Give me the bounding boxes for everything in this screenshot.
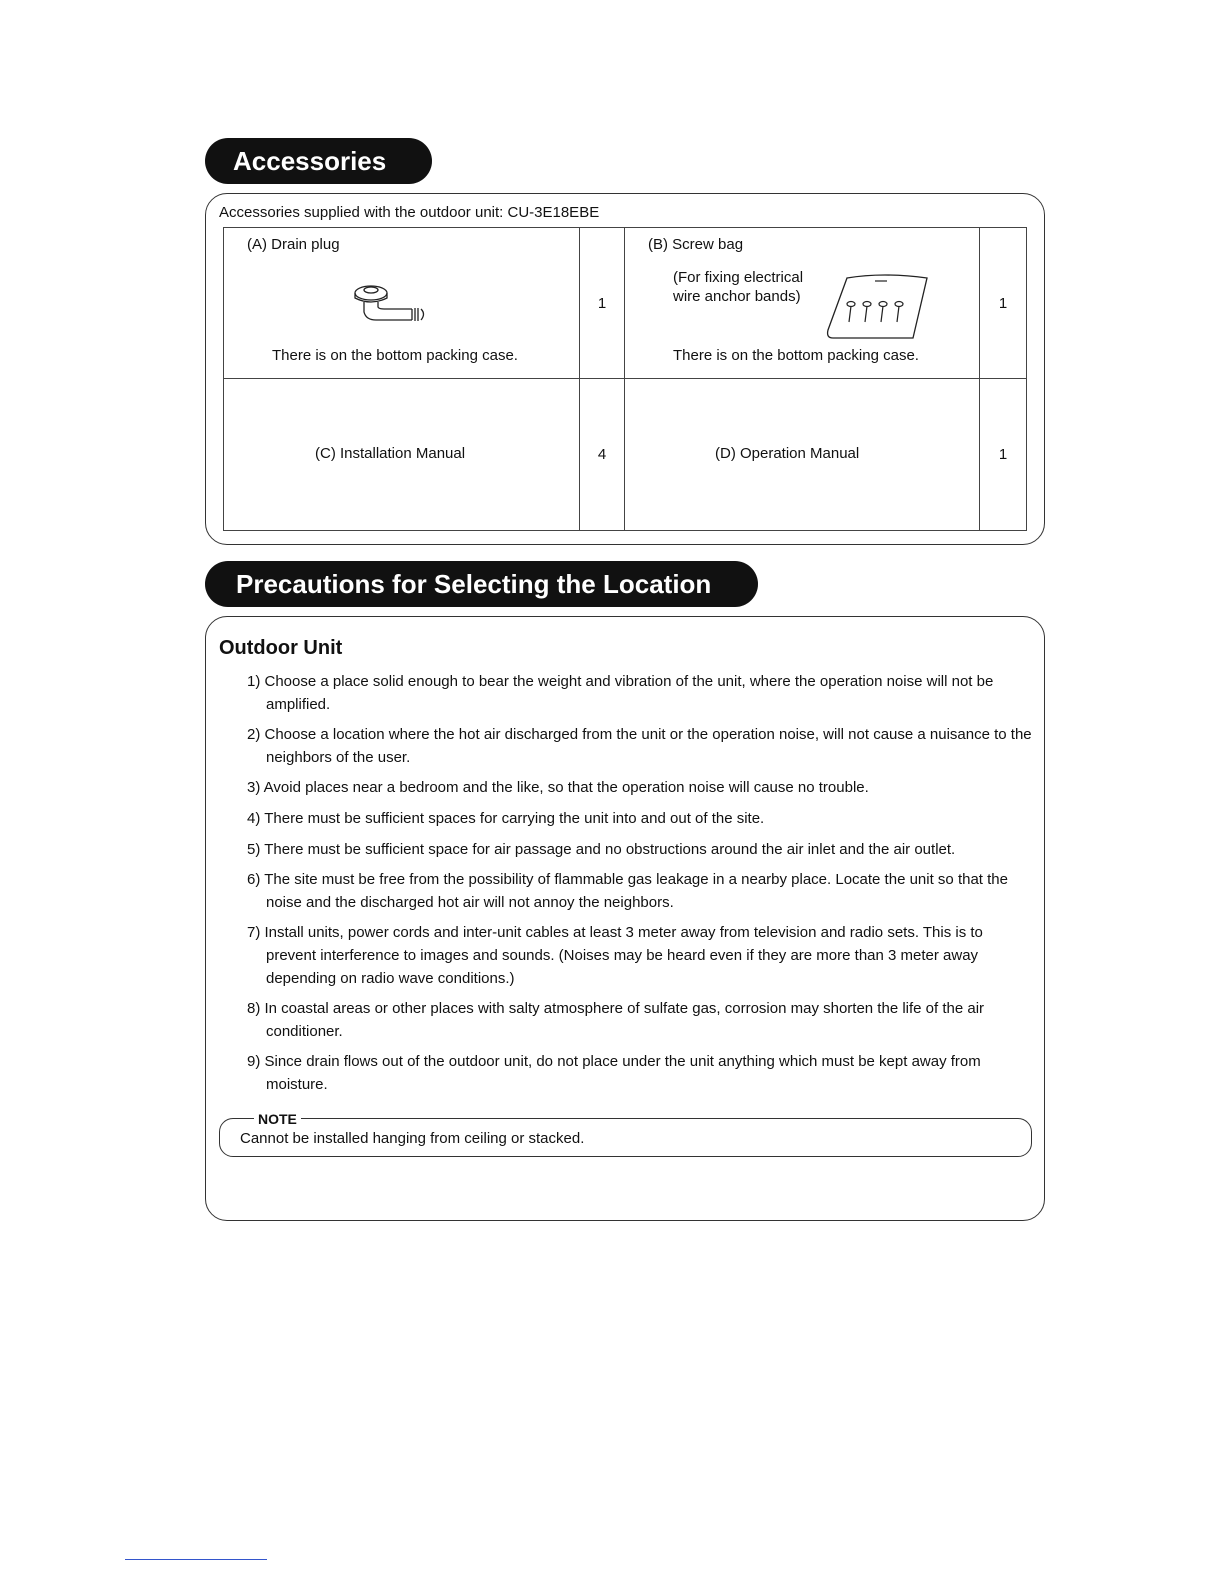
note-text: Cannot be installed hanging from ceiling or stacked. xyxy=(240,1130,585,1147)
accessories-table xyxy=(223,227,1027,531)
list-item: 6) The site must be free from the possibility of flammable gas leakage in a nearby place. Locate the unit so that the noise and the discharged hot air will not annoy the neighbors. xyxy=(247,871,1008,911)
list-item: 3) Avoid places near a bedroom and the like, so that the operation noise will cause no trouble. xyxy=(247,779,869,797)
screw-bag-icon xyxy=(823,272,931,342)
list-item: 2) Choose a location where the hot air discharged from the unit or the operation noise, will not cause a nuisance to the neighbors of the user. xyxy=(247,726,1032,766)
screw-bag-desc-1: (For fixing electrical xyxy=(673,269,804,286)
operation-manual-name: (D) Operation Manual xyxy=(715,445,860,462)
screw-bag-desc-2: wire anchor bands) xyxy=(673,288,801,305)
drain-plug-icon xyxy=(352,282,430,326)
screw-bag-qty: 1 xyxy=(980,228,1027,379)
drain-plug-qty: 1 xyxy=(580,228,625,379)
precautions-list xyxy=(247,671,1037,1105)
note-label: NOTE xyxy=(254,1110,301,1128)
operation-manual-cell xyxy=(625,379,980,531)
footer-rule xyxy=(125,1559,267,1560)
list-item: 7) Install units, power cords and inter-unit cables at least 3 meter away from television and radio sets. This is to prevent interference to images and sounds. (Noises may be heard even if they are more than 3 meter away depending on radio wave conditions.) xyxy=(247,924,983,987)
operation-manual-qty: 1 xyxy=(980,379,1027,531)
accessories-intro: Accessories supplied with the outdoor unit: CU-3E18EBE xyxy=(219,204,600,221)
drain-plug-cell xyxy=(224,228,580,379)
drain-plug-note: There is on the bottom packing case. xyxy=(272,347,518,364)
list-item: 9) Since drain flows out of the outdoor unit, do not place under the unit anything which must be kept away from moisture. xyxy=(247,1053,981,1093)
outdoor-unit-subheading: Outdoor Unit xyxy=(219,637,343,659)
screw-bag-cell xyxy=(625,228,980,379)
screw-bag-name: (B) Screw bag xyxy=(648,236,744,253)
list-item: 4) There must be sufficient spaces for carrying the unit into and out of the site. xyxy=(247,809,765,827)
list-item: 5) There must be sufficient space for air passage and no obstructions around the air inlet and the air outlet. xyxy=(247,840,956,858)
drain-plug-name: (A) Drain plug xyxy=(247,236,340,253)
installation-manual-name: (C) Installation Manual xyxy=(315,445,466,462)
installation-manual-cell xyxy=(224,379,580,531)
list-item: 8) In coastal areas or other places with salty atmosphere of sulfate gas, corrosion may shorten the life of the air conditioner. xyxy=(247,1000,985,1040)
accessories-heading: Accessories xyxy=(205,138,432,184)
screw-bag-note: There is on the bottom packing case. xyxy=(673,347,919,364)
installation-manual-qty: 4 xyxy=(580,379,625,531)
location-heading: Precautions for Selecting the Location xyxy=(205,561,758,607)
list-item: 1) Choose a place solid enough to bear the weight and vibration of the unit, where the operation noise will not be amplified. xyxy=(247,673,994,713)
